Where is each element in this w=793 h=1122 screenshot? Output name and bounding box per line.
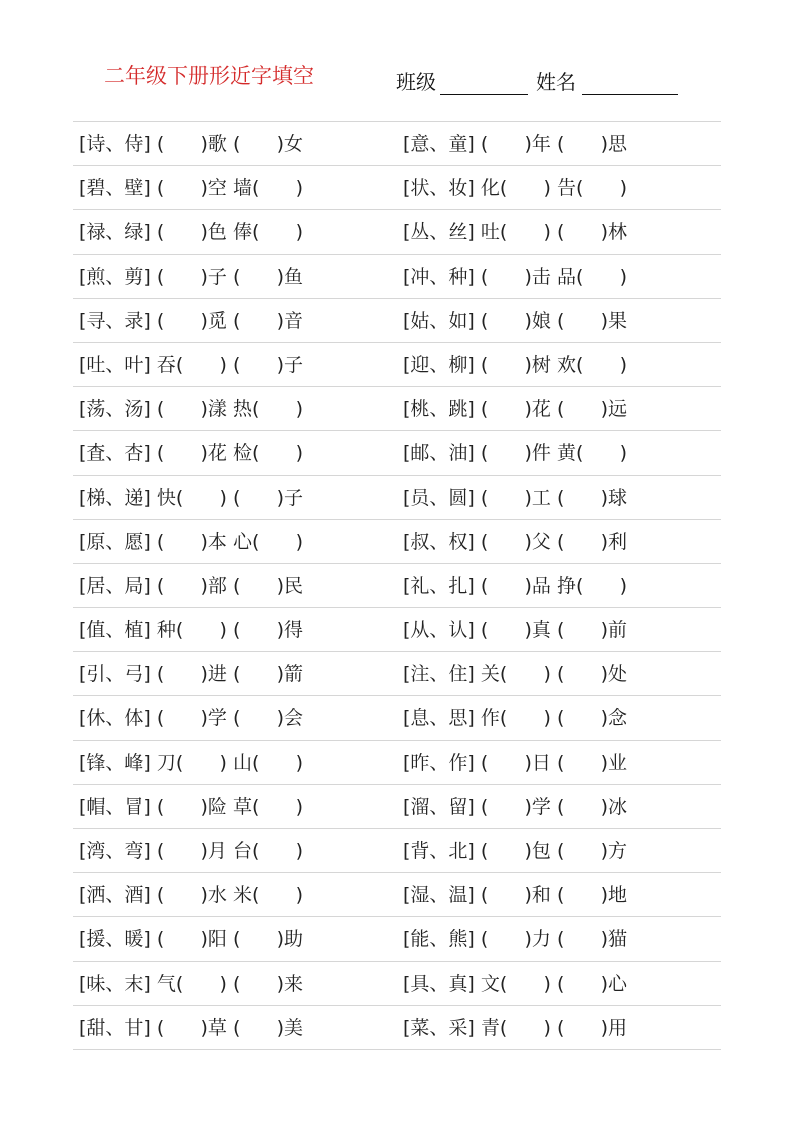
exercise-row bbox=[73, 1006, 721, 1050]
exercise-left[interactable]: [禄、绿] ( )色 俸( ) bbox=[79, 221, 304, 244]
exercise-row bbox=[73, 476, 721, 520]
exercise-left[interactable]: [洒、酒] ( )水 米( ) bbox=[79, 884, 304, 907]
exercise-left[interactable]: [援、暖] ( )阳 ( )助 bbox=[79, 928, 304, 951]
exercise-right[interactable]: [状、妆] 化( ) 告( ) bbox=[403, 177, 628, 200]
exercise-right[interactable]: [湿、温] ( )和 ( )地 bbox=[403, 884, 628, 907]
exercise-right[interactable]: [叔、权] ( )父 ( )利 bbox=[403, 530, 628, 553]
exercise-right[interactable]: [能、熊] ( )力 ( )猫 bbox=[403, 928, 628, 951]
exercise-left[interactable]: [休、体] ( )学 ( )会 bbox=[79, 707, 304, 730]
exercise-row bbox=[73, 873, 721, 917]
exercise-left[interactable]: [值、植] 种( ) ( )得 bbox=[79, 619, 304, 642]
exercise-right[interactable]: [菜、采] 青( ) ( )用 bbox=[403, 1016, 628, 1039]
exercise-row bbox=[73, 652, 721, 696]
exercise-row bbox=[73, 917, 721, 961]
exercise-row bbox=[73, 387, 721, 431]
exercise-row bbox=[73, 785, 721, 829]
exercise-row bbox=[73, 166, 721, 210]
exercise-right[interactable]: [员、圆] ( )工 ( )球 bbox=[403, 486, 628, 509]
exercise-left[interactable]: [荡、汤] ( )漾 热( ) bbox=[79, 398, 304, 421]
exercise-right[interactable]: [溜、留] ( )学 ( )冰 bbox=[403, 795, 628, 818]
exercise-row bbox=[73, 829, 721, 873]
exercise-right[interactable]: [桃、跳] ( )花 ( )远 bbox=[403, 398, 628, 421]
exercise-row bbox=[73, 741, 721, 785]
exercise-left[interactable]: [寻、录] ( )觅 ( )音 bbox=[79, 309, 304, 332]
exercise-row bbox=[73, 343, 721, 387]
exercise-right[interactable]: [礼、扎] ( )品 挣( ) bbox=[403, 574, 628, 597]
exercise-right[interactable]: [迎、柳] ( )树 欢( ) bbox=[403, 353, 628, 376]
exercise-right[interactable]: [具、真] 文( ) ( )心 bbox=[403, 972, 628, 995]
exercise-left[interactable]: [味、末] 气( ) ( )来 bbox=[79, 972, 304, 995]
class-name-line bbox=[396, 66, 678, 95]
exercise-right[interactable]: [从、认] ( )真 ( )前 bbox=[403, 619, 628, 642]
exercise-right[interactable]: [冲、种] ( )击 品( ) bbox=[403, 265, 628, 288]
exercise-right[interactable]: [意、童] ( )年 ( )思 bbox=[403, 133, 628, 155]
exercise-row bbox=[73, 210, 721, 254]
exercise-right[interactable]: [丛、丝] 吐( ) ( )林 bbox=[403, 221, 628, 244]
exercise-row bbox=[73, 255, 721, 299]
exercise-row bbox=[73, 431, 721, 475]
exercise-right[interactable]: [背、北] ( )包 ( )方 bbox=[403, 840, 628, 862]
exercise-left[interactable]: [帽、冒] ( )险 草( ) bbox=[79, 795, 304, 818]
exercise-right[interactable]: [息、思] 作( ) ( )念 bbox=[403, 707, 628, 730]
exercise-left[interactable]: [査、杏] ( )花 检( ) bbox=[79, 442, 304, 465]
exercise-left[interactable]: [引、弓] ( )进 ( )箭 bbox=[79, 663, 304, 686]
exercise-row bbox=[73, 962, 721, 1006]
class-label: 班级 bbox=[396, 70, 436, 94]
exercise-left[interactable]: [吐、叶] 吞( ) ( )子 bbox=[79, 353, 304, 376]
exercise-row bbox=[73, 299, 721, 343]
exercise-left[interactable]: [锋、峰] 刀( ) 山( ) bbox=[79, 751, 304, 774]
exercise-row bbox=[73, 696, 721, 740]
exercise-row bbox=[73, 520, 721, 564]
exercise-left[interactable]: [居、局] ( )部 ( )民 bbox=[79, 574, 304, 597]
exercise-left[interactable]: [湾、弯] ( )月 台( ) bbox=[79, 840, 304, 862]
exercise-right[interactable]: [邮、油] ( )件 黄( ) bbox=[403, 442, 628, 465]
exercise-left[interactable]: [碧、壁] ( )空 墙( ) bbox=[79, 177, 304, 200]
name-blank[interactable] bbox=[582, 72, 678, 95]
exercise-table bbox=[73, 121, 721, 1050]
exercise-right[interactable]: [昨、作] ( )日 ( )业 bbox=[403, 751, 628, 774]
exercise-right[interactable]: [注、住] 关( ) ( )处 bbox=[403, 663, 628, 686]
exercise-left[interactable]: [原、愿] ( )本 心( ) bbox=[79, 530, 304, 553]
exercise-row bbox=[73, 564, 721, 608]
worksheet-title: 二年级下册形近字填空 bbox=[104, 64, 314, 88]
exercise-left[interactable]: [梯、递] 快( ) ( )子 bbox=[79, 486, 304, 509]
exercise-right[interactable]: [姑、如] ( )娘 ( )果 bbox=[403, 309, 628, 332]
exercise-left[interactable]: [甜、甘] ( )草 ( )美 bbox=[79, 1016, 304, 1039]
exercise-left[interactable]: [诗、侍] ( )歌 ( )女 bbox=[79, 133, 304, 155]
class-blank[interactable] bbox=[440, 72, 528, 95]
exercise-left[interactable]: [煎、剪] ( )子 ( )鱼 bbox=[79, 265, 304, 288]
exercise-row bbox=[73, 608, 721, 652]
exercise-row bbox=[73, 122, 721, 166]
name-label: 姓名 bbox=[536, 70, 576, 94]
